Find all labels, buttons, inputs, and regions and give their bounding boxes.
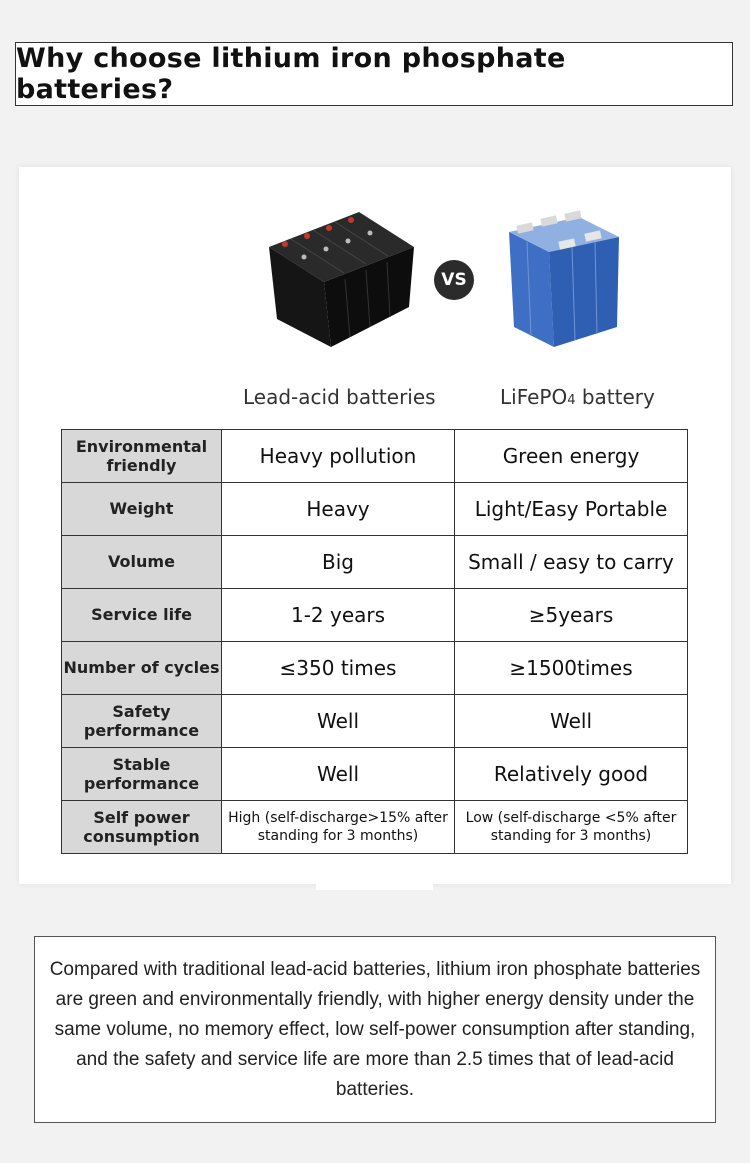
- table-row: [62, 801, 688, 854]
- lead-acid-column-caption: Lead-acid batteries: [243, 385, 436, 409]
- page-title: Why choose lithium iron phosphate batteries?: [16, 43, 566, 105]
- table-row: [62, 695, 688, 748]
- vs-badge: VS: [434, 260, 474, 300]
- lifepo4-battery-image: [499, 202, 629, 352]
- lead-acid-value: ≤350 times: [222, 642, 455, 695]
- title-banner: [15, 42, 733, 106]
- table-row: [62, 642, 688, 695]
- description-box: [34, 936, 716, 1123]
- lead-acid-value: Big: [222, 536, 455, 589]
- lifepo4-column-caption: LiFePO4 battery: [500, 385, 655, 409]
- table-row: [62, 483, 688, 536]
- table-row: [62, 589, 688, 642]
- lifepo4-value: Green energy: [455, 430, 688, 483]
- lifepo4-value: Light/Easy Portable: [455, 483, 688, 536]
- lead-acid-value: Heavy pollution: [222, 430, 455, 483]
- description-text: Compared with traditional lead-acid batteries, lithium iron phosphate batteries are green and environmentally friendly, with higher energy density under the same volume, no memory effect, low self-power consumption after standing, and the safety and service life are more than 2.5 times that of lead-acid batteries.: [49, 958, 701, 1100]
- comparison-table: [61, 429, 688, 854]
- row-label: Environmental friendly: [62, 430, 222, 483]
- lead-acid-value: Heavy: [222, 483, 455, 536]
- lead-acid-battery-image: [249, 207, 429, 357]
- row-label: Service life: [62, 589, 222, 642]
- lead-acid-value: Well: [222, 748, 455, 801]
- card-tab-decoration: [316, 880, 433, 890]
- lifepo4-value: Low (self-discharge <5% after standing for 3 months): [455, 801, 688, 854]
- table-row: [62, 536, 688, 589]
- table-row: [62, 748, 688, 801]
- lifepo4-value: Well: [455, 695, 688, 748]
- row-label: Stable performance: [62, 748, 222, 801]
- row-label: Volume: [62, 536, 222, 589]
- lead-acid-value: Well: [222, 695, 455, 748]
- comparison-card: [19, 167, 731, 884]
- table-row: [62, 430, 688, 483]
- lead-acid-value: 1-2 years: [222, 589, 455, 642]
- row-label: Number of cycles: [62, 642, 222, 695]
- lifepo4-value: ≥1500times: [455, 642, 688, 695]
- row-label: Self power consumption: [62, 801, 222, 854]
- row-label: Safety performance: [62, 695, 222, 748]
- row-label: Weight: [62, 483, 222, 536]
- lifepo4-value: Relatively good: [455, 748, 688, 801]
- lead-acid-value: High (self-discharge>15% after standing for 3 months): [222, 801, 455, 854]
- lifepo4-value: ≥5years: [455, 589, 688, 642]
- lifepo4-value: Small / easy to carry: [455, 536, 688, 589]
